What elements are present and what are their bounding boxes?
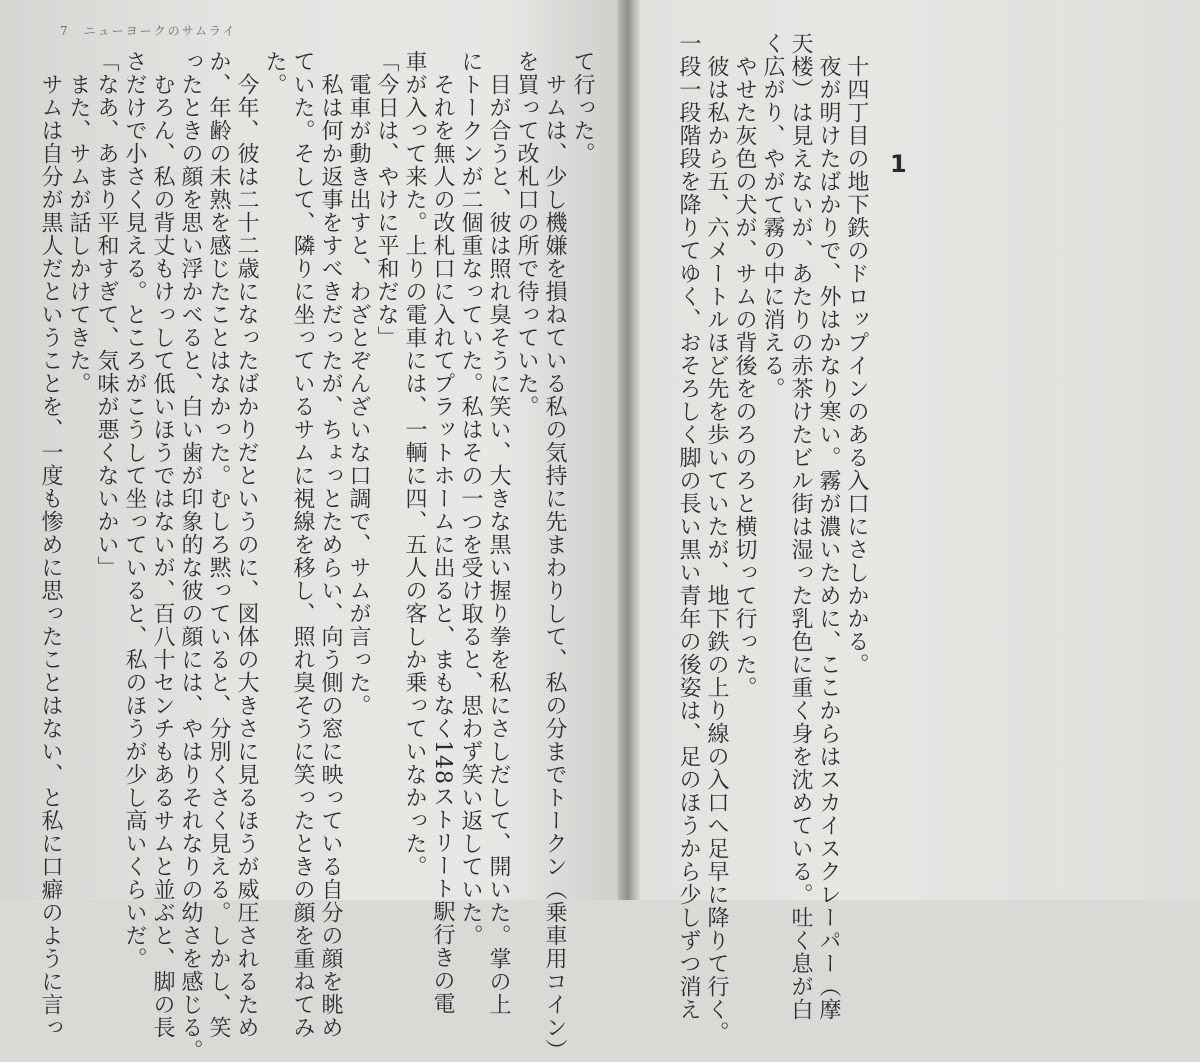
text-line: サムは自分が黒人だということを、一度も惨めに思ったことはない、と私に口癖のように言っ: [38, 50, 63, 1039]
text-line: 電車が動き出すと、わざとぞんざいな口調で、サムが言った。: [346, 50, 371, 717]
book-gutter: [618, 0, 640, 900]
text-line: また、サムが話しかけてきた。: [66, 50, 91, 395]
text-line: 私は何か返事をすべきだったが、ちょっとためらい、向う側の窓に映っている自分の顔を眺め: [318, 50, 343, 1039]
chapter-number: 1: [890, 150, 907, 178]
text-line: か、年齢の未熟を感じたことはなかった。むしろ黙っていると、分別くさく見える。しかし、笑: [206, 50, 231, 1039]
text-line: さだけで小さく見える。ところがこうして坐っていると、私のほうが少し高いくらいだ。: [122, 50, 147, 970]
text-line: 夜が明けたばかりで、外はかなり寒い。霧が濃いために、ここからはスカイスクレーパー（摩: [816, 32, 841, 1021]
text-line: て行った。: [570, 50, 595, 165]
text-line: 十四丁目の地下鉄のドロップインのある入口にさしかかる。: [844, 32, 869, 676]
text-line: 一段一段階段を降りてゆく、おそろしく脚の長い黒い青年の後姿は、足のほうから少しずつ消え: [676, 32, 701, 1021]
text-line: 「なあ、あまり平和すぎて、気味が悪くないかい」: [94, 50, 119, 579]
text-line: にトークンが二個重なっていた。私はその一つを受け取ると、思わず笑い返していた。: [458, 50, 483, 947]
text-line: 天楼）は見えないが、あたりの赤茶けたビル街は湿った乳色に重く身を沈めている。吐く息が白: [788, 32, 813, 1021]
text-line: 今年、彼は二十二歳になったばかりだというのに、図体の大きさに見るほうが威圧されるため: [234, 50, 259, 1039]
text-line: ったときの顔を思い浮かべると、白い歯が印象的な彼の顔には、やはりそれなりの幼さを感じる。: [178, 50, 203, 1062]
text-line: た。: [262, 50, 287, 96]
text-line: 目が合うと、彼は照れ臭そうに笑い、大きな黒い握り拳を私にさしだして、開いた。掌の上: [486, 50, 511, 1016]
text-line: サムは、少し機嫌を損ねている私の気持に先まわりして、私の分までトークン（乗車用コイン）: [542, 50, 567, 1062]
right-page-body: [674, 32, 870, 1044]
text-line: 車が入って来た。上りの電車には、一輌に四、五人の客しか乗っていなかった。: [402, 50, 427, 878]
text-line: ていた。そして、隣りに坐っているサムに視線を移し、照れ臭そうに笑ったときの顔を重ねてみ: [290, 50, 315, 1039]
text-line: く広がり、やがて霧の中に消える。: [760, 32, 785, 400]
left-page-body: [36, 50, 596, 1062]
text-line: を買って改札口の所で待っていた。: [514, 50, 539, 418]
text-line: むろん、私の背丈もけっして低いほうではないが、百八十センチもあるサムと並ぶと、脚の長: [150, 50, 175, 1039]
text-line: それを無人の改札口に入れてプラットホームに出ると、まもなく148ストリート駅行きの電: [430, 50, 455, 1015]
text-line: 彼は私から五、六メートルほど先を歩いていたが、地下鉄の上り線の入口へ足早に降りて行く。: [704, 32, 729, 1044]
running-head: 7 ニューヨークのサムライ: [60, 24, 237, 38]
text-line: やせた灰色の犬が、サムの背後をのろのろと横切って行った。: [732, 32, 757, 699]
text-line: 「今日は、やけに平和だな」: [374, 50, 399, 349]
